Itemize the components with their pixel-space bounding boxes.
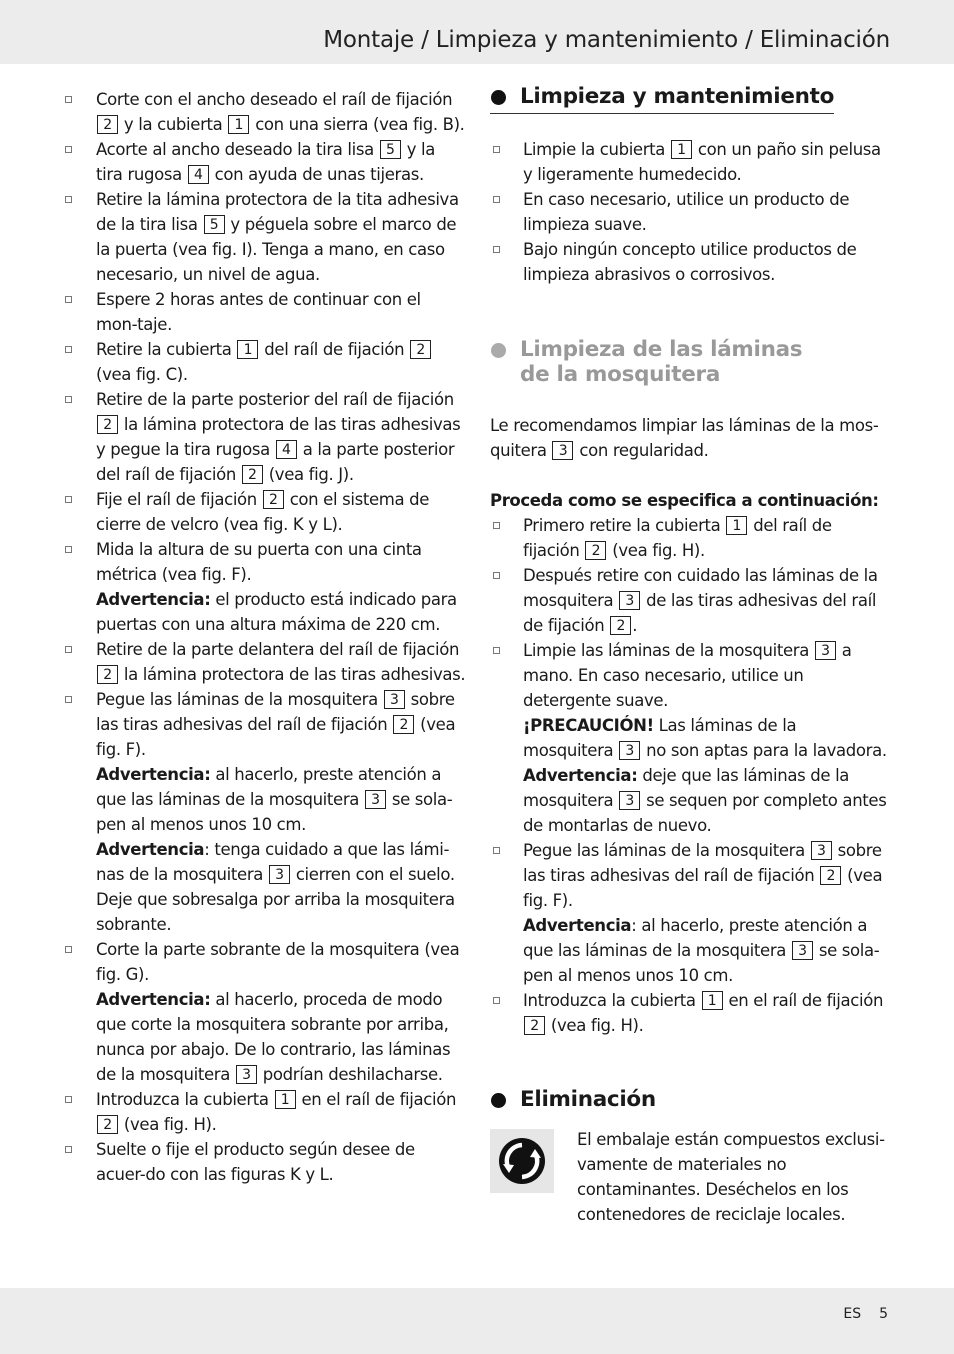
text-segment: (vea fig. J). [263,465,354,484]
list-item [62,637,466,687]
disposal-heading-text: Eliminación [520,1087,656,1112]
text-segment: : tenga cuidado a que las lámi-nas de la mosquitera [96,840,450,884]
part-number-badge: 1 [228,115,249,134]
text-segment: Retire la cubierta [96,340,237,359]
text-segment: Corte la parte sobrante de la mosquitera (vea fig. G). [96,940,460,984]
cleaning-heading-text: Limpieza y mantenimiento [520,84,835,109]
checkbox-square-icon [493,647,500,654]
text-segment: del raíl de fijación [259,340,410,359]
part-number-badge: 1 [702,991,723,1010]
recycle-icon [490,1129,554,1193]
disposal-heading [490,1087,890,1112]
text-segment: con ayuda de unas tijeras. [209,165,424,184]
part-number-badge: 3 [815,641,836,660]
checkbox-square-icon [65,546,72,553]
list-item [490,838,890,988]
checkbox-square-icon [65,1146,72,1153]
part-number-badge: 2 [97,665,118,684]
page-header [0,0,954,64]
checkbox-square-icon [493,246,500,253]
part-number-badge: 3 [552,441,573,460]
list-item [490,988,890,1038]
assembly-steps-list [62,87,466,1187]
text-segment: con un paño sin pelusa y ligeramente humedecido. [523,140,881,184]
part-number-badge: 1 [275,1090,296,1109]
text-segment: y péguela sobre el marco de la puerta (vea fig. I). Tenga a mano, en caso necesario, un nivel de agua. [96,215,457,284]
part-number-badge: 2 [393,715,414,734]
text-segment: Acorte al ancho deseado la tira lisa [96,140,379,159]
list-item [490,187,890,237]
checkbox-square-icon [65,396,72,403]
part-number-badge: 1 [237,340,258,359]
text-segment: en el raíl de fijación [723,991,884,1010]
text-segment: Limpie las láminas de la mosquitera [523,641,814,660]
list-item [62,387,466,487]
text-segment: Espere 2 horas antes de continuar con el mon-taje. [96,290,421,334]
list-item [62,537,466,637]
part-number-badge: 2 [410,340,431,359]
part-number-badge: 3 [236,1065,257,1084]
part-number-badge: 4 [276,440,297,459]
text-segment: a la parte posterior del raíl de fijación [96,440,455,484]
list-item [490,638,890,838]
text-segment: Después retire con cuidado las láminas de la mosquitera [523,566,878,610]
list-item [490,137,890,187]
text-segment: (vea fig. C). [96,365,188,384]
warning-label: Advertencia [523,916,632,935]
text-segment: el producto está indicado para puertas con una altura máxima de 220 cm. [96,590,457,634]
part-number-badge: 2 [585,541,606,560]
sheets-steps-list [490,513,890,1038]
list-item [490,563,890,638]
part-number-badge: 3 [269,865,290,884]
text-segment: En caso necesario, utilice un producto de limpieza suave. [523,190,850,234]
part-number-badge: 5 [204,215,225,234]
sheets-heading-line2: de la mosquitera [520,362,721,387]
cleaning-steps-list [490,137,890,287]
part-number-badge: 2 [97,1115,118,1134]
part-number-badge: 1 [671,140,692,159]
text-segment: . [632,616,638,635]
page-number: 5 [879,1306,888,1322]
page-title: Montaje / Limpieza y mantenimiento / Eliminación [323,27,890,53]
cleaning-heading [490,84,834,114]
text-segment: Retire de la parte delantera del raíl de fijación [96,640,460,659]
checkbox-square-icon [65,346,72,353]
assembly-column [62,87,466,1187]
text-segment: Las láminas de la mosquitera [523,716,797,760]
text-segment: Le recomendamos limpiar las láminas de la mos-quitera [490,416,879,460]
part-number-badge: 2 [242,465,263,484]
text-segment: y la cubierta [119,115,228,134]
proceed-heading: Proceda como se especifica a continuación: [490,491,879,510]
list-item [62,937,466,1087]
checkbox-square-icon [493,572,500,579]
text-segment: Fije el raíl de fijación [96,490,262,509]
part-number-badge: 2 [97,115,118,134]
text-segment: deje que las láminas de la mosquitera [523,766,850,810]
text-segment: : al hacerlo, preste atención a que las láminas de la mosquitera [523,916,868,960]
text-segment: al hacerlo, proceda de modo que corte la mosquitera sobrante por arriba, nunca por abajo. De lo contrario, las láminas de la mosquitera [96,990,451,1084]
list-item [62,87,466,137]
part-number-badge: 2 [820,866,841,885]
warning-label: Advertencia: [96,990,211,1009]
part-number-badge: 4 [188,165,209,184]
part-number-badge: 3 [619,591,640,610]
text-segment: de las tiras adhesivas del raíl de fijación [523,591,877,635]
checkbox-square-icon [65,696,72,703]
text-segment: no son aptas para la lavadora. [641,741,887,760]
part-number-badge: 3 [619,791,640,810]
sheets-intro-text [490,413,890,463]
text-segment: Pegue las láminas de la mosquitera [96,690,383,709]
language-code: ES [843,1306,862,1322]
list-item [62,137,466,187]
text-segment: sobre las tiras adhesivas del raíl de fijación [96,690,455,734]
part-number-badge: 5 [380,140,401,159]
text-segment: con el sistema de cierre de velcro (vea fig. K y L). [96,490,430,534]
bullet-dot-icon [491,1093,506,1108]
checkbox-square-icon [493,196,500,203]
sheets-heading-line1: Limpieza de las láminas [520,337,803,362]
text-segment: Pegue las láminas de la mosquitera [523,841,810,860]
part-number-badge: 3 [384,690,405,709]
footer-info [825,1306,888,1322]
text-segment: al hacerlo, preste atención a que las láminas de la mosquitera [96,765,442,809]
checkbox-square-icon [65,146,72,153]
text-segment: Suelte o fije el producto según desee de acuer-do con las figuras K y L. [96,1140,415,1184]
text-segment: y la tira rugosa [96,140,435,184]
text-segment: con una sierra (vea fig. B). [250,115,465,134]
checkbox-square-icon [493,522,500,529]
checkbox-square-icon [65,946,72,953]
text-segment: del raíl de fijación [523,516,832,560]
checkbox-square-icon [65,96,72,103]
checkbox-square-icon [65,296,72,303]
checkbox-square-icon [493,847,500,854]
text-segment: la lámina protectora de las tiras adhesivas. [119,665,466,684]
part-number-badge: 3 [792,941,813,960]
text-segment: Retire de la parte posterior del raíl de fijación [96,390,454,409]
warning-label: Advertencia: [96,765,211,784]
list-item [62,337,466,387]
text-segment: (vea fig. H). [607,541,705,560]
page-footer [0,1288,954,1354]
sheets-heading [490,337,890,387]
text-segment: podrían deshilacharse. [257,1065,443,1084]
checkbox-square-icon [493,146,500,153]
bullet-dot-icon [491,90,506,105]
text-segment: Retire la lámina protectora de la tita adhesiva de la tira lisa [96,190,459,234]
part-number-badge: 3 [365,790,386,809]
part-number-badge: 2 [610,616,631,635]
text-segment: (vea fig. F). [523,866,883,910]
part-number-badge: 3 [811,841,832,860]
text-segment: Limpie la cubierta [523,140,670,159]
list-item [62,187,466,287]
disposal-text: El embalaje están compuestos exclusi-vamente de materiales no contaminantes. Deséchelos en los contenedores de reciclaje locales. [577,1130,885,1224]
list-item [62,1087,466,1137]
text-segment: la lámina protectora de las tiras adhesivas y pegue la tira rugosa [96,415,461,459]
warning-label: Advertencia: [523,766,638,785]
text-segment: a mano. En caso necesario, utilice un detergente suave. [523,641,852,710]
list-item [62,687,466,937]
text-segment: Corte con el ancho deseado el raíl de fijación [96,90,453,109]
text-segment: se sequen por completo antes de montarlas de nuevo. [523,791,887,835]
text-segment: Mida la altura de su puerta con una cinta métrica (vea fig. F). [96,540,422,584]
checkbox-square-icon [65,196,72,203]
list-item [62,287,466,337]
text-segment: sobre las tiras adhesivas del raíl de fijación [523,841,882,885]
checkbox-square-icon [65,646,72,653]
text-segment: en el raíl de fijación [296,1090,457,1109]
part-number-badge: 1 [726,516,747,535]
text-segment: (vea fig. F). [96,715,456,759]
warning-label: Advertencia [96,840,205,859]
text-segment: Introduzca la cubierta [96,1090,274,1109]
warning-label: ¡PRECAUCIÓN! [523,716,654,735]
checkbox-square-icon [65,1096,72,1103]
bullet-dot-icon [491,343,506,358]
warning-label: Advertencia: [96,590,211,609]
part-number-badge: 2 [524,1016,545,1035]
list-item [490,513,890,563]
list-item [62,487,466,537]
list-item [490,237,890,287]
part-number-badge: 3 [619,741,640,760]
text-segment: Primero retire la cubierta [523,516,726,535]
part-number-badge: 2 [263,490,284,509]
checkbox-square-icon [65,496,72,503]
text-segment: con regularidad. [574,441,709,460]
text-segment: se sola-pen al menos unos 10 cm. [96,790,453,834]
text-segment: cierren con el suelo. Deje que sobresalga por arriba la mosquitera sobrante. [96,865,455,934]
text-segment: Introduzca la cubierta [523,991,701,1010]
checkbox-square-icon [493,997,500,1004]
right-column [490,84,890,1224]
disposal-block [490,1112,890,1224]
text-segment: se sola-pen al menos unos 10 cm. [523,941,880,985]
text-segment: (vea fig. H). [546,1016,644,1035]
text-segment: Bajo ningún concepto utilice productos de limpieza abrasivos o corrosivos. [523,240,857,284]
text-segment: (vea fig. H). [119,1115,217,1134]
list-item [62,1137,466,1187]
part-number-badge: 2 [97,415,118,434]
